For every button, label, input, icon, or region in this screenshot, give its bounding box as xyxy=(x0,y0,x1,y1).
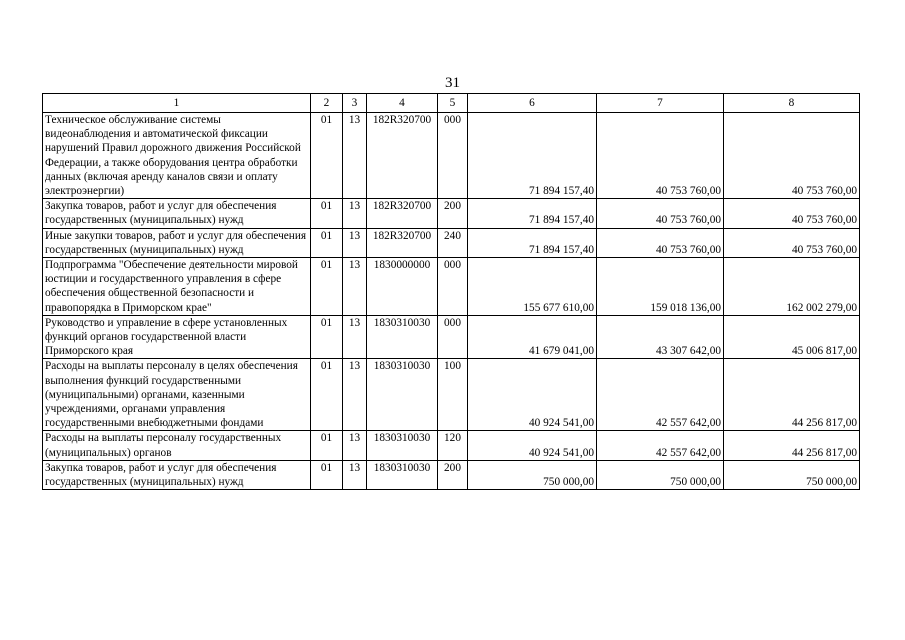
amount-col8-cell: 40 753 760,00 xyxy=(724,228,860,257)
target-article-cell: 1830000000 xyxy=(367,258,438,316)
subsection-code-cell: 13 xyxy=(343,258,367,316)
amount-col7-cell: 159 018 136,00 xyxy=(597,258,724,316)
column-header: 8 xyxy=(724,94,860,113)
column-header: 2 xyxy=(311,94,343,113)
section-code-cell: 01 xyxy=(311,460,343,489)
amount-col8-cell: 44 256 817,00 xyxy=(724,431,860,460)
column-header: 7 xyxy=(597,94,724,113)
amount-col7-cell: 40 753 760,00 xyxy=(597,199,724,228)
amount-col6-cell: 750 000,00 xyxy=(468,460,597,489)
amount-col7-cell: 42 557 642,00 xyxy=(597,431,724,460)
expense-name-cell: Подпрограмма "Обеспечение деятельности мировой юстиции и государственного управления в сфере обеспечения общественной безопасности и правопорядка в Приморском крае" xyxy=(43,258,311,316)
table-row xyxy=(43,228,860,257)
expense-name-cell: Руководство и управление в сфере установленных функций органов государственной власти Приморского края xyxy=(43,315,311,359)
section-code-cell: 01 xyxy=(311,199,343,228)
target-article-cell: 1830310030 xyxy=(367,359,438,431)
column-header: 3 xyxy=(343,94,367,113)
amount-col7-cell: 43 307 642,00 xyxy=(597,315,724,359)
target-article-cell: 1830310030 xyxy=(367,460,438,489)
expense-name-cell: Закупка товаров, работ и услуг для обеспечения государственных (муниципальных) нужд xyxy=(43,460,311,489)
expense-type-cell: 000 xyxy=(438,113,468,199)
expense-name-cell: Иные закупки товаров, работ и услуг для обеспечения государственных (муниципальных) нужд xyxy=(43,228,311,257)
amount-col7-cell: 40 753 760,00 xyxy=(597,113,724,199)
amount-col6-cell: 41 679 041,00 xyxy=(468,315,597,359)
expense-type-cell: 120 xyxy=(438,431,468,460)
subsection-code-cell: 13 xyxy=(343,359,367,431)
table-row xyxy=(43,460,860,489)
expense-type-cell: 000 xyxy=(438,258,468,316)
column-header: 4 xyxy=(367,94,438,113)
expense-name-cell: Расходы на выплаты персоналу государственных (муниципальных) органов xyxy=(43,431,311,460)
subsection-code-cell: 13 xyxy=(343,431,367,460)
subsection-code-cell: 13 xyxy=(343,199,367,228)
table-row xyxy=(43,199,860,228)
budget-table xyxy=(42,93,860,490)
table-row xyxy=(43,113,860,199)
expense-name-cell: Расходы на выплаты персоналу в целях обеспечения выполнения функций государственными (муниципальными) органами, казенными учреждениями, органами управления государственными внебюджетными фондами xyxy=(43,359,311,431)
amount-col8-cell: 44 256 817,00 xyxy=(724,359,860,431)
amount-col6-cell: 155 677 610,00 xyxy=(468,258,597,316)
expense-type-cell: 240 xyxy=(438,228,468,257)
section-code-cell: 01 xyxy=(311,315,343,359)
expense-name-cell: Техническое обслуживание системы видеонаблюдения и автоматической фиксации нарушений Правил дорожного движения Российской Федерации, а также оборудования центра обработки данных (включая аренду каналов связи и оплату электроэнергии) xyxy=(43,113,311,199)
expense-type-cell: 100 xyxy=(438,359,468,431)
table-row xyxy=(43,315,860,359)
expense-type-cell: 200 xyxy=(438,199,468,228)
amount-col7-cell: 750 000,00 xyxy=(597,460,724,489)
table-row xyxy=(43,431,860,460)
column-header: 1 xyxy=(43,94,311,113)
amount-col8-cell: 750 000,00 xyxy=(724,460,860,489)
amount-col7-cell: 40 753 760,00 xyxy=(597,228,724,257)
expense-type-cell: 000 xyxy=(438,315,468,359)
amount-col6-cell: 40 924 541,00 xyxy=(468,359,597,431)
target-article-cell: 182R320700 xyxy=(367,113,438,199)
target-article-cell: 1830310030 xyxy=(367,431,438,460)
amount-col6-cell: 71 894 157,40 xyxy=(468,228,597,257)
subsection-code-cell: 13 xyxy=(343,228,367,257)
table-row xyxy=(43,258,860,316)
section-code-cell: 01 xyxy=(311,431,343,460)
subsection-code-cell: 13 xyxy=(343,315,367,359)
target-article-cell: 1830310030 xyxy=(367,315,438,359)
table-header-row xyxy=(43,94,860,113)
target-article-cell: 182R320700 xyxy=(367,199,438,228)
amount-col7-cell: 42 557 642,00 xyxy=(597,359,724,431)
section-code-cell: 01 xyxy=(311,359,343,431)
amount-col8-cell: 45 006 817,00 xyxy=(724,315,860,359)
amount-col8-cell: 40 753 760,00 xyxy=(724,199,860,228)
page-number: 31 xyxy=(445,75,460,91)
target-article-cell: 182R320700 xyxy=(367,228,438,257)
amount-col6-cell: 40 924 541,00 xyxy=(468,431,597,460)
amount-col6-cell: 71 894 157,40 xyxy=(468,199,597,228)
subsection-code-cell: 13 xyxy=(343,460,367,489)
amount-col8-cell: 40 753 760,00 xyxy=(724,113,860,199)
expense-type-cell: 200 xyxy=(438,460,468,489)
section-code-cell: 01 xyxy=(311,258,343,316)
subsection-code-cell: 13 xyxy=(343,113,367,199)
section-code-cell: 01 xyxy=(311,113,343,199)
column-header: 6 xyxy=(468,94,597,113)
amount-col8-cell: 162 002 279,00 xyxy=(724,258,860,316)
expense-name-cell: Закупка товаров, работ и услуг для обеспечения государственных (муниципальных) нужд xyxy=(43,199,311,228)
column-header: 5 xyxy=(438,94,468,113)
section-code-cell: 01 xyxy=(311,228,343,257)
amount-col6-cell: 71 894 157,40 xyxy=(468,113,597,199)
table-row xyxy=(43,359,860,431)
